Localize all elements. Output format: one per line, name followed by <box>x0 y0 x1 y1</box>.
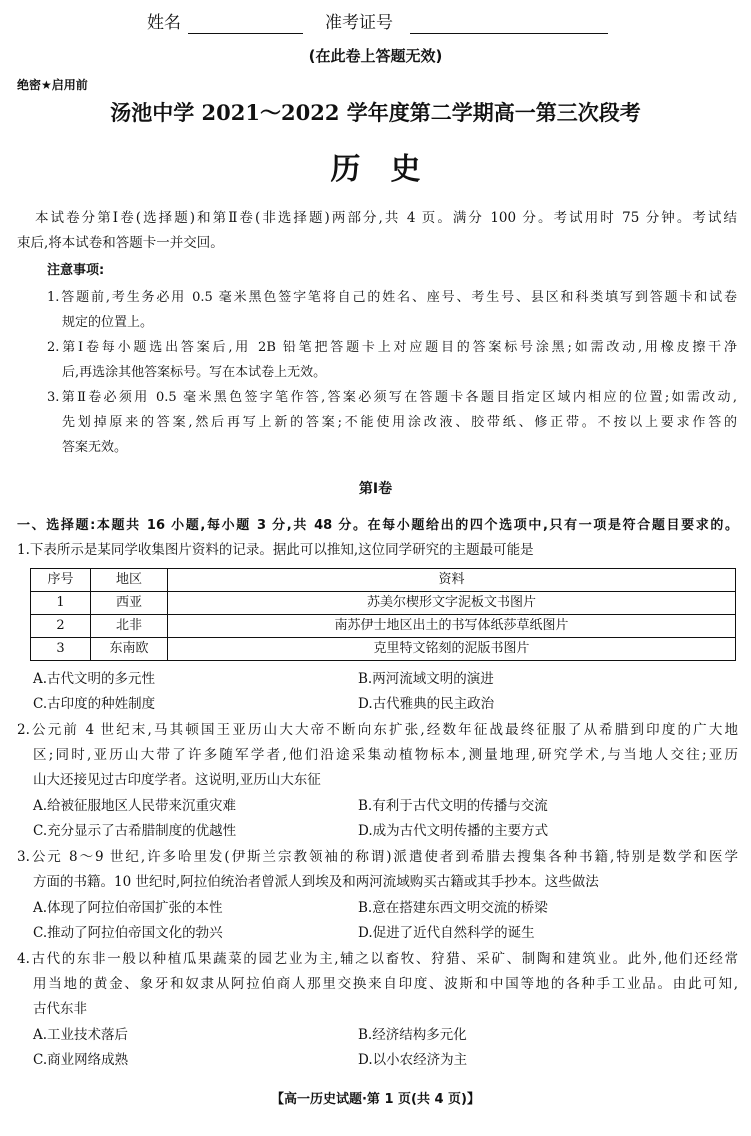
note-line: 规定的位置上。 <box>62 315 154 330</box>
exam-title: 汤池中学 2021～2022 学年度第二学期高一第三次段考 <box>110 100 641 125</box>
part-heading: 第Ⅰ卷 <box>358 481 393 497</box>
table-cell: 西亚 <box>91 592 168 615</box>
name-label: 姓名 <box>147 13 181 33</box>
table-cell: 克里特文铭刻的泥版书图片 <box>168 638 736 661</box>
secret-mark: 绝密★启用前 <box>17 78 88 92</box>
question-2-stem: 2.公元前 4 世纪末,马其顿国王亚历山大大帝不断向东扩张,经数年征战最终征服了从希腊到印度的广大地 <box>17 722 738 738</box>
table-row <box>31 592 736 615</box>
table-header-row <box>31 569 736 592</box>
option-c: C.古印度的种姓制度 <box>33 696 156 712</box>
table-row <box>31 638 736 661</box>
question-1-stem: 1.下表所示是某同学收集图片资料的记录。据此可以推知,这位同学研究的主题最可能是 <box>17 542 534 558</box>
table-cell: 苏美尔楔形文字泥板文书图片 <box>168 592 736 615</box>
candidate-info-row <box>0 9 751 37</box>
question-1-table <box>30 568 736 661</box>
option-a: A.工业技术落后 <box>33 1027 129 1043</box>
option-c: C.推动了阿拉伯帝国文化的勃兴 <box>33 925 223 941</box>
option-c: C.商业网络成熟 <box>33 1052 129 1068</box>
option-b: B.意在搭建东西文明交流的桥梁 <box>358 900 548 916</box>
question-3-stem: 3.公元 8～9 世纪,许多哈里发(伊斯兰宗教领袖的称谓)派遣使者到希腊去搜集各种书籍,特别是数学和医学 <box>17 849 738 865</box>
table-cell: 3 <box>31 638 91 661</box>
option-d: D.以小农经济为主 <box>358 1052 468 1068</box>
question-3-stem: 方面的书籍。10 世纪时,阿拉伯统治者曾派人到埃及和两河流域购买古籍或其手抄本。这些做法 <box>33 874 599 890</box>
exam-id-blank <box>410 33 608 34</box>
name-blank <box>188 33 303 34</box>
option-b: B.经济结构多元化 <box>358 1027 467 1043</box>
page-footer: 【高一历史试题·第 1 页(共 4 页)】 <box>270 1092 481 1107</box>
question-4-stem: 4.古代的东非一般以种植瓜果蔬菜的园艺业为主,辅之以畜牧、狩猎、采矿、制陶和建筑业。此外,他们还经常 <box>17 951 738 967</box>
table-cell: 1 <box>31 592 91 615</box>
table-header: 资料 <box>168 569 736 592</box>
table-cell: 2 <box>31 615 91 638</box>
note-line: 答案无效。 <box>62 440 128 455</box>
option-d: D.古代雅典的民主政治 <box>358 696 495 712</box>
note-line: 3.第Ⅱ卷必须用 0.5 毫米黑色签字笔作答,答案必须写在答题卡各题目指定区域内相应的位置;如需改动, <box>47 390 737 405</box>
option-a: A.古代文明的多元性 <box>33 671 156 687</box>
question-2-stem: 山大还接见过古印度学者。这说明,亚历山大东征 <box>33 772 321 788</box>
note-line: 2.第Ⅰ卷每小题选出答案后,用 2B 铅笔把答题卡上对应题目的答案标号涂黑;如需改动,用橡皮擦干净 <box>47 340 737 355</box>
invalid-notice: (在此卷上答题无效) <box>308 47 443 65</box>
section-heading: 一、选择题:本题共 16 小题,每小题 3 分,共 48 分。在每小题给出的四个选项中,只有一项是符合题目要求的。 <box>17 518 738 533</box>
exam-id-label: 准考证号 <box>325 13 393 33</box>
note-line: 1.答题前,考生务必用 0.5 毫米黑色签字笔将自己的姓名、座号、考生号、县区和科类填写到答题卡和试卷 <box>47 290 737 305</box>
option-b: B.有利于古代文明的传播与交流 <box>358 798 548 814</box>
option-a: A.给被征服地区人民带来沉重灾难 <box>33 798 237 814</box>
note-line: 先划掉原来的答案,然后再写上新的答案;不能使用涂改液、胶带纸、修正带。不按以上要求作答的 <box>62 415 737 430</box>
intro-line: 本试卷分第Ⅰ卷(选择题)和第Ⅱ卷(非选择题)两部分,共 4 页。满分 100 分。考试用时 75 分钟。考试结 <box>35 210 737 226</box>
table-row <box>31 615 736 638</box>
note-line: 后,再选涂其他答案标号。写在本试卷上无效。 <box>62 365 327 380</box>
option-b: B.两河流域文明的演进 <box>358 671 494 687</box>
table-header: 序号 <box>31 569 91 592</box>
subject-title: 历 史 <box>330 152 421 187</box>
option-c: C.充分显示了古希腊制度的优越性 <box>33 823 237 839</box>
table-cell: 东南欧 <box>91 638 168 661</box>
question-4-stem: 用当地的黄金、象牙和奴隶从阿拉伯商人那里交换来自印度、波斯和中国等地的各种手工业品。由此可知, <box>33 976 738 992</box>
table-cell: 南苏伊士地区出土的书写体纸莎草纸图片 <box>168 615 736 638</box>
question-4-stem: 古代东非 <box>33 1001 87 1017</box>
notes-heading: 注意事项: <box>47 263 105 278</box>
table-cell: 北非 <box>91 615 168 638</box>
intro-line: 束后,将本试卷和答题卡一并交回。 <box>17 235 224 251</box>
question-2-stem: 区;同时,亚历山大带了许多随军学者,他们沿途采集动植物标本,测量地理,研究学术,与当地人交往;亚历 <box>33 747 738 763</box>
option-d: D.促进了近代自然科学的诞生 <box>358 925 535 941</box>
option-a: A.体现了阿拉伯帝国扩张的本性 <box>33 900 223 916</box>
option-d: D.成为古代文明传播的主要方式 <box>358 823 549 839</box>
table-header: 地区 <box>91 569 168 592</box>
